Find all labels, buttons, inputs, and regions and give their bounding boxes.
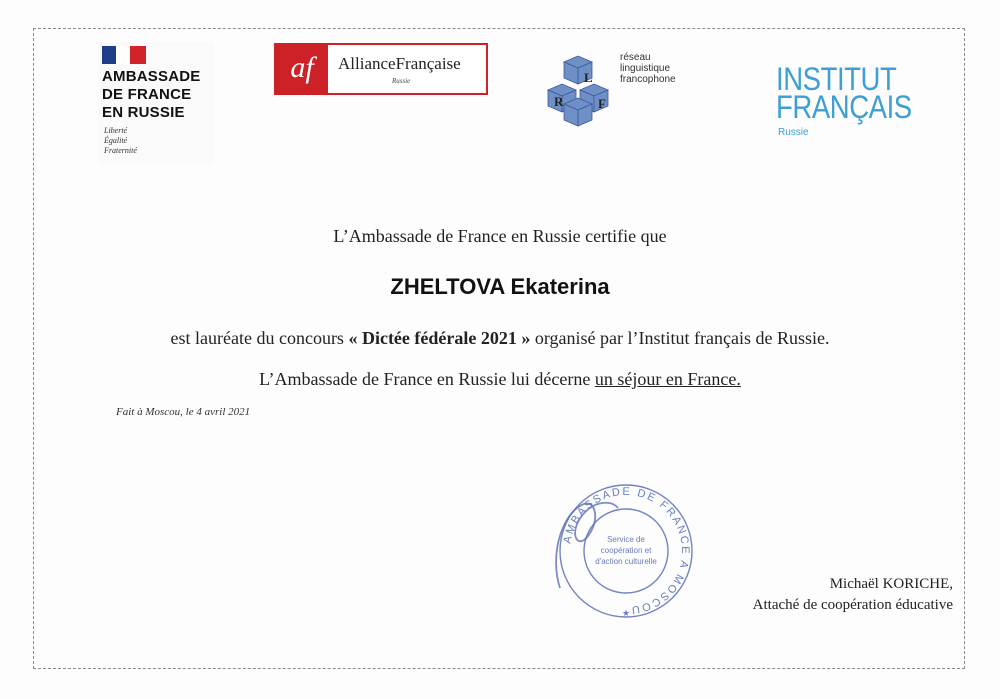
signer-title: Attaché de coopération éducative <box>752 597 953 613</box>
rlf-letter-f: F <box>598 96 606 111</box>
rlf-letter-r: R <box>554 94 564 109</box>
if-line2: FRANÇAIS <box>776 89 912 125</box>
svg-text:Service de: Service de <box>607 535 645 544</box>
contest-name: « Dictée fédérale 2021 » <box>348 328 531 348</box>
stamp-center-text <box>595 535 657 566</box>
stamp-ring-text: AMBASSADE DE FRANCE A MOSCOU <box>561 485 692 617</box>
laureate-name: ZHELTOVA Ekaterina <box>390 274 610 299</box>
if-line1: INSTITUT <box>776 61 897 97</box>
rlf-letter-l: L <box>584 70 593 85</box>
embassy-name: AMBASSADE DE FRANCE EN RUSSIE <box>102 68 201 121</box>
embassy-stamp <box>540 478 712 624</box>
alliance-francaise-logo <box>274 43 488 95</box>
award-prize: un séjour en France. <box>594 369 741 389</box>
af-sub: Russie <box>392 77 411 85</box>
svg-text:coopération et: coopération et <box>600 546 652 555</box>
laureate-statement: est lauréate du concours « Dictée fédérale 2021 » organisé par l’Institut français de Russie. <box>170 328 830 348</box>
rlf-text: réseau linguistique francophone <box>620 52 676 85</box>
certify-statement: L’Ambassade de France en Russie certifie que <box>333 226 667 246</box>
embassy-logo <box>98 42 214 164</box>
institut-francais-logo <box>776 61 926 144</box>
stamp-star-icon: ★ <box>621 608 631 618</box>
french-flag-icon <box>102 46 146 64</box>
svg-text:d'action culturelle: d'action culturelle <box>595 557 657 566</box>
af-name: AllianceFrançaise <box>338 54 461 73</box>
republic-motto: Liberté Égalité Fraternité <box>104 126 137 155</box>
rlf-cubes-icon <box>540 52 620 132</box>
signer-name: Michaël KORICHE, <box>829 576 953 592</box>
af-mark: af <box>276 45 328 93</box>
place-date: Fait à Moscou, le 4 avril 2021 <box>116 406 251 418</box>
rlf-logo <box>540 52 700 132</box>
if-sub: Russie <box>778 127 809 138</box>
award-statement: L’Ambassade de France en Russie lui décerne un séjour en France. <box>259 369 741 389</box>
